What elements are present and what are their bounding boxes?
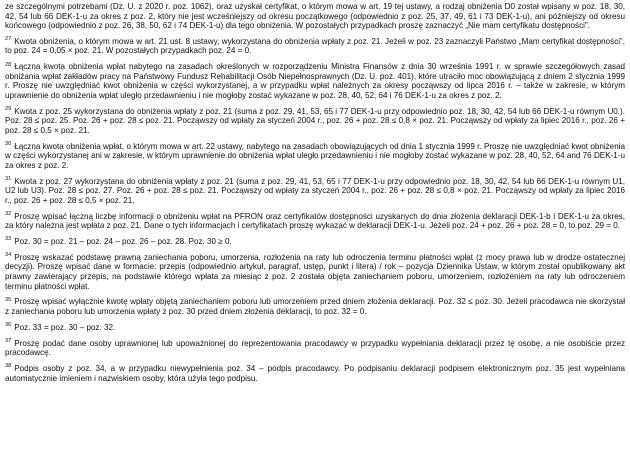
footnote-text: Proszę wpisać łączną liczbę informacji o obniżeniu wpłat na PFRON oraz certyfikatów dostępności uzyskanych do dnia złożenia deklaracji DEK-1-b i DEK-1-u za okres, za który należna jest wpłata z poz. 21. Dane o tych informacjach i certyfikatach proszę wykazać w deklaracji DEK-1-u. Jeżeli poz. 24 + poz. 26 + poz. 28 = 0, to poz. 29 = 0.: [5, 211, 625, 231]
footnote-number: 28: [5, 61, 12, 68]
footnote-text: ze szczególnymi potrzebami (Dz. U. z 2020 r. poz. 1062), oraz uzyskał certyfikat, o którym mowa w art. 19 tej ustawy, a rodzaj obniżenia D0 został wpisany w poz. 18, 30, 42, 54 lub 66 DEK-1-u za okres z poz. 2, który nie jest wcześniejszy od okresu początkowego (odpowiednio z poz. 25, 37, 49, 61 i 73 DEK-1-u), ani późniejszy od okresu końcowego (odpowiednio z poz. 26, 38, 50, 62 i 74 DEK-1-u) dla tego obniżenia. W pozostałych przypadkach proszę zaznaczyć „Nie mam certyfikatu dostępności”.: [5, 2, 625, 31]
footnote-text: Kwota z poz. 25 wykorzystana do obniżenia wpłaty z poz. 21 (suma z poz. 29, 41, 53, 65 i 77 DEK-1-u przy odpowiednio poz. 18, 30, 42, 54 lub 66 DEK-1-u równym U0.). Poz. 28 ≤ poz. 25. Poz. 26 + poz. 28 ≤ poz. 21. Począwszy od wpłaty za styczeń 2004 r., poz. 26 + poz. 28 ≤ 0,8 × poz. 21. Począwszy od wpłaty za lipiec 2016 r., poz. 26 + poz. 28 ≤ 0,5 × poz. 21.: [5, 106, 625, 135]
footnote-number: 31: [5, 176, 12, 182]
footnote-number: 30: [5, 141, 12, 148]
footnote-29: [5, 107, 625, 136]
footnote-26-continuation: [5, 2, 625, 31]
footnote-text: Poz. 33 = poz. 30 – poz. 32.: [14, 322, 116, 332]
footnote-32: [5, 212, 625, 231]
footnote-text: Proszę wpisać wyłącznie kwotę wpłaty objętą zaniechaniem poboru lub umorzeniem przed dniem złożenia deklaracji. Poz. 32 ≤ poz. 30. Jeżeli pracodawca nie skorzystał z zaniechania poboru lub umorzenia wpłaty z poz. 30 przed dniem złożenia deklaracji, to poz. 32 = 0.: [5, 297, 625, 316]
footnote-number: 37: [5, 337, 12, 344]
footnote-number: 29: [5, 106, 12, 113]
footnote-33: [5, 237, 625, 247]
footnote-34: [5, 253, 625, 291]
footnote-37: [5, 339, 625, 358]
footnote-30: [5, 142, 625, 171]
footnote-text: Poz. 30 = poz. 21 – poz. 24 – poz. 26 – poz. 28. Poz. 30 ≥ 0.: [14, 237, 232, 247]
footnote-28: [5, 62, 625, 100]
footnote-text: Łączna kwota obniżenia wpłat, o którym mowa w art. 22 ustawy, nabytego na zasadach obowiązujących od dnia 1 stycznia 1999 r. Proszę nie uwzględniać kwot obniżenia w części wykorzystanej ani w zakresie, w którym uprawnienie do obniżenia wpłat uległo przedawnieniu i nie mogłoby zostać wykazane w poz. 28, 40, 52, 64 and 76 DEK-1-u za okres z poz. 2.: [5, 141, 625, 170]
footnote-text: Łączna kwota obniżenia wpłat nabytego na zasadach określonych w rozporządzeniu Ministra Finansów z dnia 30 września 1991 r. w sprawie szczegółowych zasad obniżania wpłat zakładów pracy na Państwowy Fundusz Rehabilitacji Osób Niepełnosprawnych (Dz. U. poz. 401), które utraciło moc obowiązującą z dniem 2 stycznia 1999 r. Proszę nie uwzględniać kwot obniżenia w części wykorzystanej, a w przypadku wpłat należnych za okresy począwszy od lipca 2016 r. – także w zakresie, w którym uprawnienie do obniżenia wpłat uległo przedawnieniu i nie mogłoby zostać wykazane w poz. 28, 40, 52, 64 i 76 DEK-1-u za okres z poz. 2.: [5, 62, 625, 100]
footnote-text: Kwota obniżenia, o którym mowa w art. 21 ust. 8 ustawy, wykorzystana do obniżenia wpłaty z poz. 21. Jeżeli w poz. 23 zaznaczyli Państwo „Mam certyfikat dostępności”, to poz. 24 = 0,05 × poz. 21. W pozostałych przypadkach poz. 24 = 0.: [5, 36, 625, 56]
footnote-27: [5, 37, 625, 56]
footnote-text: Proszę podać dane osoby uprawnionej lub upoważnionej do reprezentowania pracodawcy w przypadku wypełniania deklaracji przez tę osobę, a nie osobiście przez pracodawcę.: [5, 338, 625, 358]
footnote-number: 32: [5, 210, 12, 217]
footnote-number: 33: [5, 236, 12, 243]
footnote-35: [5, 297, 625, 316]
footnote-number: 35: [5, 296, 12, 303]
footnote-38: [5, 364, 625, 383]
footnote-text: Podpis osoby z poz. 34, a w przypadku niewypełnienia poz. 34 – podpis pracodawcy. Po podpisaniu deklaracji podpisem elektronicznym poz. 35 jest wypełniana automatycznie imieniem i nazwiskiem osoby, która użyła tego podpisu.: [5, 363, 625, 383]
footnote-number: 34: [5, 252, 12, 259]
footnote-36: [5, 323, 625, 333]
footnote-number: 38: [5, 363, 12, 370]
footnote-number: 27: [5, 36, 12, 43]
footnote-text: Proszę wskazać podstawę prawną zaniechania poboru, umorzenia, rozłożenia na raty lub odroczenia terminu płatności wpłat (z mocy prawa lub w drodze ostatecznej decyzji). Proszę wpisać dane w formacie: przepis (odpowiednio artykuł, paragraf, ustęp, punkt i litera) / rok – pozycja Dziennika Ustaw, w którym został opublikowany akt prawny zawierający przepis, na podstawie którego wpłata za miesiąc z poz. 2 została objęta zaniechaniem poboru, umorzeniem, rozłożeniem na raty lub odroczeniem terminu płatności wpłat.: [5, 252, 625, 291]
footnote-number: 36: [5, 322, 12, 329]
footnote-31: [5, 177, 625, 206]
footnote-text: Kwota z poz. 27 wykorzystana do obniżenia wpłaty z poz. 21 (suma z poz. 29, 41, 53, 65 i 77 DEK-1-u przy odpowiednio poz. 18, 30, 42, 54 lub 66 DEK-1-u równym U1, U2 lub U3). Poz. 28 ≤ poz. 27. Poz. 26 + poz. 28 ≤ poz. 21. Począwszy od wpłaty za styczeń 2004 r., poz. 26 + poz. 28 ≤ 0,8 × poz. 21. Począwszy od wpłaty za lipiec 2016 r., poz. 26 + poz. 28 ≤ 0,5 × poz. 21.: [5, 176, 625, 205]
